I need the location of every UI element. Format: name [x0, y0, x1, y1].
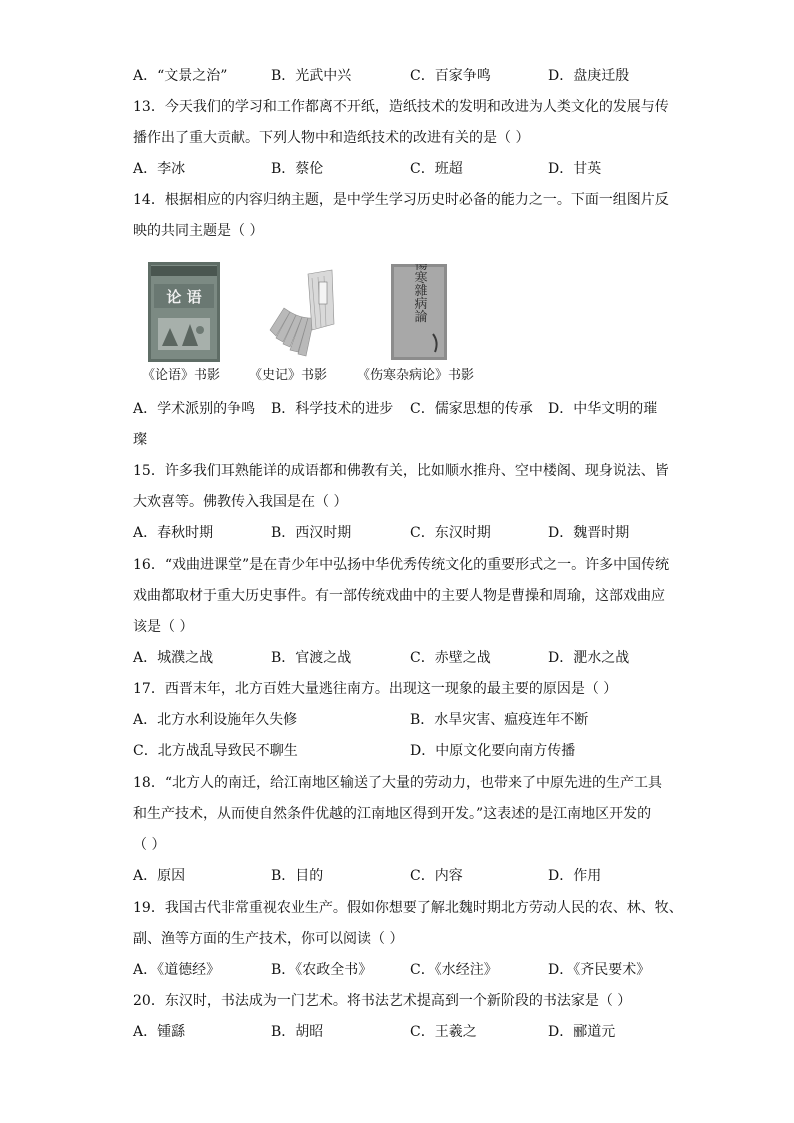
q19-stem-line1: 19．我国古代非常重视农业生产。假如你想要了解北魏时期北方劳动人民的农、林、牧、 [133, 900, 683, 916]
q17-option-b[interactable]: B．水旱灾害、瘟疫连年不断 [410, 712, 589, 728]
caption-shanghan: 《伤寒杂病论》书影 [357, 368, 475, 383]
q17-stem: 17．西晋末年，北方百姓大量逃往南方。出现这一现象的最主要的原因是（ ） [133, 681, 618, 697]
q14-option-c[interactable]: C．儒家思想的传承 [410, 401, 533, 417]
q16-stem-line1: 16．“戏曲进课堂”是在青少年中弘扬中华优秀传统文化的重要形式之一。许多中国传统 [133, 557, 670, 573]
caption-shiji: 《史记》书影 [249, 368, 328, 383]
q18-option-a[interactable]: A．原因 [133, 868, 186, 884]
q14-option-d[interactable]: D．中华文明的璀 [548, 401, 658, 417]
q20-stem: 20．东汉时，书法成为一门艺术。将书法艺术提高到一个新阶段的书法家是（ ） [133, 993, 632, 1009]
q13-option-c[interactable]: C．班超 [410, 161, 463, 177]
q19-option-c[interactable]: C．《水经注》 [410, 962, 498, 978]
q15-stem-line1: 15．许多我们耳熟能详的成语都和佛教有关，比如顺水推舟、空中楼阁、现身说法、皆 [133, 463, 669, 479]
caption-lunyu: 《论语》书影 [142, 368, 221, 383]
q19-option-a[interactable]: A．《道德经》 [133, 962, 221, 978]
q20-option-c[interactable]: C．王羲之 [410, 1024, 477, 1040]
q19-stem-line2: 副、渔等方面的生产技术，你可以阅读（ ） [133, 931, 404, 947]
q18-option-c[interactable]: C．内容 [410, 868, 463, 884]
q15-stem-line2: 大欢喜等。佛教传入我国是在（ ） [133, 494, 348, 510]
q13-option-a[interactable]: A．李冰 [133, 161, 186, 177]
q14-option-a[interactable]: A．学术派别的争鸣 [133, 401, 256, 417]
q16-option-d[interactable]: D．淝水之战 [548, 650, 630, 666]
q13-stem-line2: 播作出了重大贡献。下列人物中和造纸技术的改进有关的是（ ） [133, 130, 530, 146]
option-d[interactable]: D．盘庚迁殷 [548, 68, 630, 84]
lunyu-book-image [148, 262, 220, 362]
q16-stem-line2: 戏曲都取材于重大历史事件。有一部传统戏曲中的主要人物是曹操和周瑜，这部戏曲应 [133, 588, 665, 604]
q18-option-d[interactable]: D．作用 [548, 868, 602, 884]
option-a[interactable]: A．“文景之治” [133, 68, 228, 84]
q16-option-a[interactable]: A．城濮之战 [133, 650, 214, 666]
q17-option-d[interactable]: D．中原文化要向南方传播 [410, 743, 576, 759]
q18-stem-line1: 18．“北方人的南迁，给江南地区输送了大量的劳动力，也带来了中原先进的生产工具 [133, 775, 662, 791]
q14-option-b[interactable]: B．科学技术的进步 [271, 401, 394, 417]
q16-option-b[interactable]: B．官渡之战 [271, 650, 352, 666]
q16-option-c[interactable]: C．赤壁之战 [410, 650, 491, 666]
q17-option-c[interactable]: C．北方战乱导致民不聊生 [133, 743, 298, 759]
q14-stem-line1: 14．根据相应的内容归纳主题，是中学生学习历史时必备的能力之一。下面一组图片反 [133, 192, 669, 208]
lunyu-cover-title: 论 语 [166, 288, 202, 306]
shanghan-book-image [391, 264, 447, 360]
q16-stem-line3: 该是（ ） [133, 619, 194, 635]
q18-stem-line3: （ ） [133, 837, 166, 853]
q20-option-d[interactable]: D．郦道元 [548, 1024, 616, 1040]
q14-option-d-wrap: 璨 [133, 432, 147, 448]
q15-option-a[interactable]: A．春秋时期 [133, 525, 214, 541]
q15-option-d[interactable]: D．魏晋时期 [548, 525, 630, 541]
q18-option-b[interactable]: B．目的 [271, 868, 324, 884]
q18-stem-line2: 和生产技术，从而使自然条件优越的江南地区得到开发。”这表述的是江南地区开发的 [133, 806, 652, 822]
q19-option-b[interactable]: B．《农政全书》 [271, 962, 373, 978]
shanghan-cover-title: 傷寒雜病論 [411, 264, 427, 323]
q13-stem-line1: 13．今天我们的学习和工作都离不开纸，造纸技术的发明和改进为人类文化的发展与传 [133, 99, 669, 115]
q15-option-b[interactable]: B．西汉时期 [271, 525, 352, 541]
option-c[interactable]: C．百家争鸣 [410, 68, 491, 84]
q17-option-a[interactable]: A．北方水利设施年久失修 [133, 712, 298, 728]
q14-stem-line2: 映的共同主题是（ ） [133, 223, 264, 239]
shiji-bamboo-image [268, 268, 336, 360]
option-b[interactable]: B．光武中兴 [271, 68, 352, 84]
q20-option-b[interactable]: B．胡昭 [271, 1024, 324, 1040]
q19-option-d[interactable]: D．《齐民要术》 [548, 962, 651, 978]
q13-option-b[interactable]: B．蔡伦 [271, 161, 324, 177]
q20-option-a[interactable]: A．锺繇 [133, 1024, 186, 1040]
q15-option-c[interactable]: C．东汉时期 [410, 525, 491, 541]
q13-option-d[interactable]: D．甘英 [548, 161, 602, 177]
